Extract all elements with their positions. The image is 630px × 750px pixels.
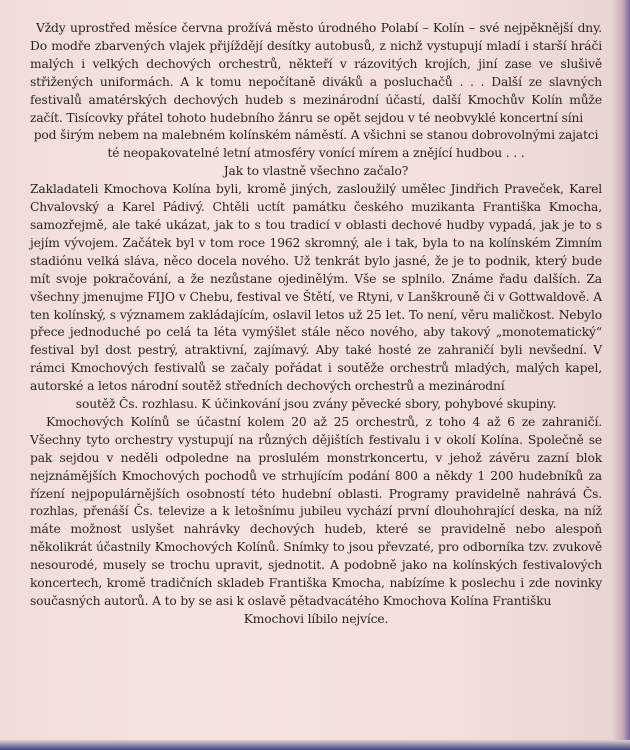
sleeve-right-edge [612, 0, 630, 750]
section-question: Jak to vlastně všechno začalo? [223, 164, 409, 179]
sleeve-bottom-edge [0, 740, 630, 750]
intro-paragraph-end: pod širým nebem na malebném kolínském náměstí. A všichni se stanou dobrovolnými zajatci té neopakovatelné letní atmosféry vonící mírem a znějící hudbou . . . [33, 128, 599, 161]
intro-paragraph: Vždy uprostřed měsíce června prožívá město úrodného Polabí – Kolín – své nejpěknější dny. Do modře zbarvených vlajek přijíždějí desítky autobusů, z nichž vystupují mladí i starší hráči malých i velkých dechových orchestrů, někteří v rázovitých krojích, jiní zase ve slušivě střižených uniformách. A k tomu nepočítaně diváků a posluchačů . . . Další ze slavných festivalů amatérských dechových hudeb s mezinárodní účastí, další Kmochův Kolín může začít. Tisícovky přátel tohoto hudebního žánru se opět sejdou v té neobvyklé koncertní síni [30, 21, 602, 125]
liner-notes-text [30, 20, 602, 629]
history-paragraph: Zakladateli Kmochova Kolína byli, kromě jiných, zasloužilý umělec Jindřich Praveček, Karel Chvalovský a Karel Pádivý. Chtěli uctít památku českého muzikanta Františka Kmocha, samozřejmě, ale také ukázat, jak to s tou tradicí v oblasti dechové hudby vypadá, jak je to s jejím vývojem. Začátek byl v tom roce 1962 skromný, ale i tak, byla to na kolínském Zimním stadiónu velká sláva, něco docela nového. Už tenkrát bylo jasné, že je to podnik, který bude mít svoje pokračování, a že nezůstane ojedinělým. Vše se splnilo. Známe řadu dalších. Za všechny jmenujme FIJO v Chebu, festival ve Štětí, ve Rtyni, v Lanškrouně či v Gottwaldově. A ten kolínský, s významem zakládajícím, oslavil letos už 25 let. To není, věru maličkost. Nebylo přece jednoduché po celá ta léta vymýšlet stále něco nového, aby takový „monotematický“ festival byl dost pestrý, atraktivní, zajímavý. Aby také hosté ze zahraničí byli nevšední. V rámci Kmochových festivalů se začaly pořádat i soutěže orchestrů mladých, malých kapel, autorské a letos národní soutěž středních dechových orchestrů a mezinárodní [30, 182, 602, 394]
history-paragraph-end: soutěž Čs. rozhlasu. K účinkování jsou zvány pěvecké sbory, pohybové skupiny. [75, 397, 557, 412]
festival-paragraph: Kmochových Kolínů se účastní kolem 20 až 25 orchestrů, z toho 4 až 6 ze zahraničí. Všechny tyto orchestry vystupují na různých dějištích festivalu i v okolí Kolína. Společně se pak sejdou v neděli odpoledne na proslulém monstrkoncertu, v jehož závěru zazní blok nejznámějších Kmochových pochodů ve strhujícím podání 800 a někdy 1 200 hudebníků za řízení nejpopulárnějších osobností této hudební oblasti. Programy pravidelně nahrává Čs. rozhlas, přenáší Čs. televize a k letošnímu jubileu vychází první dlouhohrající deska, na níž máte možnost uslyšet nahrávky dechových hudeb, které se pravidelně nebo alespoň několikrát účastnily Kmochových Kolínů. Snímky to jsou převzaté, pro odborníka tzv. zvukově nesourodé, musely se trochu upravit, sjednotit. A podobně jako na kolínských festivalových koncertech, kromě tradičních skladeb Františka Kmocha, nabízíme k poslechu i zde novinky současných autorů. A to by se asi k oslavě pětadvacátého Kmochova Kolína Františku [30, 414, 602, 608]
festival-paragraph-end: Kmochovi líbilo nejvíce. [243, 611, 389, 626]
